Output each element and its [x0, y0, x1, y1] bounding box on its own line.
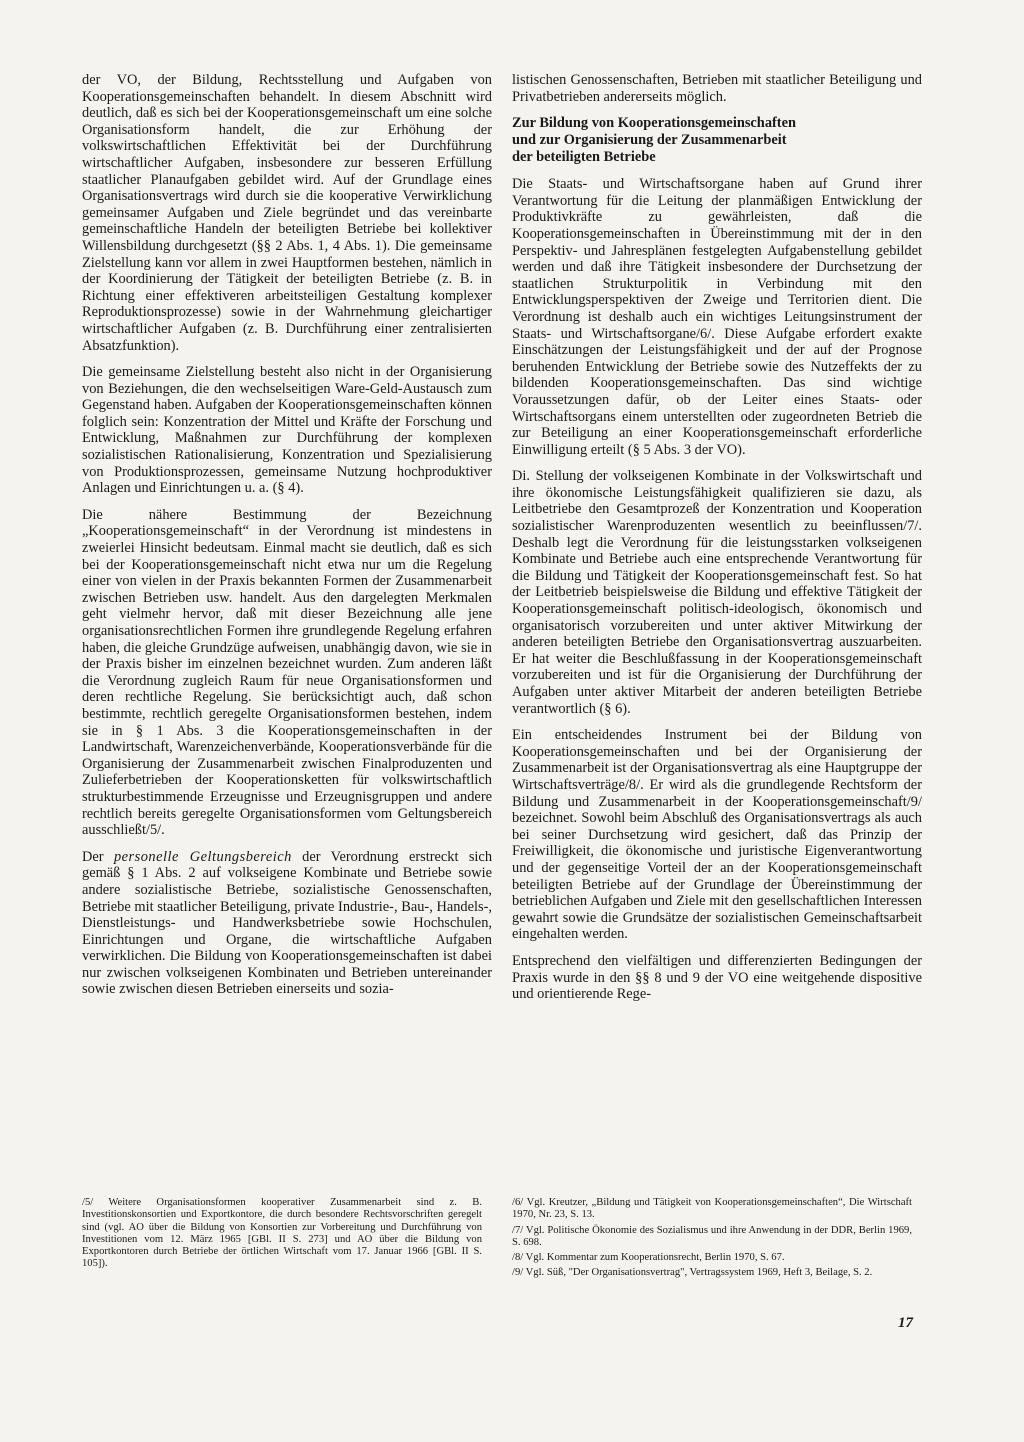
footnote: /8/ Vgl. Kommentar zum Kooperationsrecht, Berlin 1970, S. 67.: [512, 1252, 785, 1264]
body-paragraph: Die gemeinsame Zielstellung besteht also nicht in der Organisierung von Beziehungen, die den wechselseitigen Ware-Geld-Austausch zum Gegenstand haben. Aufgaben der Kooperationsgemeinschaften können folglich sein: Konzentration der Mittel und Kräfte der Forschung und Entwicklung, Maßnahmen zur Durchführung der komplexen sozialistischen Rationalisierung, Konzentration und Spezialisierung von Produktionsprozessen, gemeinsame Nutzung hochproduktiver Anlagen und Einrichtungen u. a. (§ 4).: [82, 364, 492, 497]
footnotes-right: [512, 1197, 912, 1283]
continuation-paragraph: listischen Genossenschaften, Betrieben mit staatlicher Beteiligung und Privatbetrieben andererseits möglich.: [512, 72, 922, 105]
section-heading: [512, 115, 922, 166]
body-paragraph: Entsprechend den vielfältigen und differenzierten Bedingungen der Praxis wurde in den §§ 8 und 9 der VO eine weitgehende dispositive und orientierende Rege-: [512, 952, 922, 1003]
body-paragraph: Ein entscheidendes Instrument bei der Bildung von Kooperationsgemeinschaften und bei der Organisierung der Zusammenarbeit ist der Organisationsvertrag als eine Hauptgruppe der Wirtschaftsverträge/8/. Er wird als die grundlegende Rechtsform der Bildung und Zusammenarbeit in der Kooperationsgemeinschaft/9/ bezeichnet. Sowohl beim Abschluß des Organisationsvertrags als auch bei seiner Durchsetzung wird gesichert, daß das Prinzip der Freiwilligkeit, die ökonomische und juristische Eigenverantwortung und der gegenseitige Vorteil der an der Kooperationsgemeinschaft beteiligten Betriebe auf der Grundlage der Übereinstimmung der betrieblichen Aufgaben und Ziele mit den gesellschaftlichen Interessen gewahrt sowie die Grundsätze der sozialistischen Gemeinschaftsarbeit eingehalten werden.: [512, 727, 922, 943]
body-paragraph: Di. Stellung der volkseigenen Kombinate in der Volkswirtschaft und ihre ökonomische Leistungsfähigkeit qualifizieren sie dazu, als Leitbetriebe den Gesamtprozeß der Konzentration und Kooperation sozialistischer Warenproduzenten wesentlich zu beeinflussen/7/. Deshalb legt die Verordnung für die leistungsstarken volkseigenen Kombinate und Betriebe auch eine entsprechende Verantwortung für die Bildung und Tätigkeit der Kooperationsgemeinschaft fest. So hat der Leitbetrieb beispielsweise die Bildung und effektive Tätigkeit der Kooperationsgemeinschaft politisch-ideologisch, ökonomisch und organisatorisch vorzubereiten und unter aktiver Mitwirkung der anderen beteiligten Betriebe den Organisationsvertrag auszuarbeiten. Er hat weiter die Beschlußfassung in der Kooperationsgemeinschaft vorzubereiten und ist für die Organisierung der Durchführung der Aufgaben unter aktiver Mitarbeit der anderen beteiligten Betriebe verantwortlich (§ 6).: [512, 468, 922, 717]
heading-line: der beteiligten Betriebe: [512, 149, 656, 166]
body-paragraph: Die Staats- und Wirtschaftsorgane haben auf Grund ihrer Verantwortung für die Leitung der planmäßigen Entwicklung der Produktivkräfte zu gewährleisten, daß die Kooperationsgemeinschaften in Übereinstimmung mit der in den Perspektiv- und Jahresplänen festgelegten Aufgabenstellung gebildet werden und daß ihre Tätigkeit insbesondere der Durchsetzung der staatlichen Strukturpolitik in Verbindung mit den Entwicklungsperspektiven der Zweige und Territorien dient. Die Verordnung ist deshalb auch ein wichtiges Leitungsinstrument der Staats- und Wirtschaftsorgane/6/. Diese Aufgabe erfordert exakte Einschätzungen der Leistungsfähigkeit und der auf der Prognose beruhenden Entwicklung der Betriebe sowie des Nutzeffekts der zu bildenden Kooperationsgemeinschaften. Das sind wichtige Voraussetzungen dafür, ob der Leiter eines Staats- oder Wirtschaftsorgans einem unterstellten oder zugeordneten Betrieb die zur Beteiligung an einer Kooperationsgemeinschaft erforderliche Einwilligung erteilt (§ 5 Abs. 3 der VO).: [512, 176, 922, 458]
footnote: /7/ Vgl. Politische Ökonomie des Sozialismus und ihre Anwendung in der DDR, Berlin 1969, S. 698.: [512, 1224, 912, 1248]
body-paragraph: Die nähere Bestimmung der Bezeichnung „Kooperationsgemeinschaft“ in der Verordnung ist mindestens in zweierlei Hinsicht bedeutsam. Einmal macht sie deutlich, daß es sich bei der Kooperationsgemeinschaft nicht etwa nur um die Regelung einer von vielen in der Praxis bekannten Formen der Zusammenarbeit zwischen Betrieben usw. handelt. Aus den dargelegten Merkmalen geht vielmehr hervor, daß mit dieser Bezeichnung alle jene organisationsrechtlichen Formen ihre grundlegende Regelung erfahren haben, die gleiche Grundzüge aufweisen, unabhängig davon, wie sie in der Praxis bisher im einzelnen bezeichnet wurden. Zum anderen läßt die Verordnung zugleich Raum für neue Organisationsformen und deren rechtliche Regelung. Sie berücksichtigt auch, daß schon bestimmte, rechtlich geregelte Organisationsformen bestehen, indem sie in § 1 Abs. 3 die Kooperationsgemeinschaften in der Landwirtschaft, Warenzeichenverbände, Kooperationsverbände für die Organisierung der Zusammenarbeit zwischen Finalproduzenten und Zulieferbetrieben der Kooperationsketten für volkswirtschaftlich strukturbestimmende Erzeugnisse und Erzeugnisgruppen und andere rechtlich bereits geregelte Organisationsformen vom Geltungsbereich ausschließt/5/.: [82, 506, 492, 839]
paragraph-rest: der Verordnung erstreckt sich gemäß § 1 Abs. 2 auf volkseigene Kombinate und Betriebe sowie andere sozialistische Betriebe, sozialistische Genossenschaften, Betriebe mit staatlicher Beteiligung, private Industrie-, Bau-, Handels-, Dienstleistungs- und Handwerksbetriebe sowie Hochschulen, Einrichtungen und Organe, die wirtschaftliche Aufgaben verwirklichen. Die Bildung von Kooperationsgemeinschaften ist dabei nur zwischen volkseigenen Kombinaten und Betrieben untereinander sowie zwischen diesen Betrieben einerseits und sozia-: [82, 848, 493, 998]
footnote: /5/ Weitere Organisationsformen kooperativer Zusammenarbeit sind z. B. Investitionskonsortien und Exportkontore, die durch besondere Rechtsvorschriften geregelt sind (vgl. AO über die Bildung von Konsortien zur Vorbereitung und Durchführung von Investitionen vom 12. März 1965 [GBl. II S. 273] und AO über die Bildung von Exportkontoren durch Betriebe der örtlichen Wirtschaft vom 17. Januar 1966 [GBl. II S. 105]).: [82, 1197, 482, 1270]
body-paragraph: [82, 849, 492, 998]
emphasized-term: personelle Geltungsbereich: [113, 848, 292, 865]
heading-line: Zur Bildung von Kooperationsgemeinschaften: [512, 115, 796, 132]
footnote: /6/ Vgl. Kreutzer, „Bildung und Tätigkeit von Kooperationsgemeinschaften“, Die Wirtschaft 1970, Nr. 23, S. 13.: [512, 1197, 912, 1221]
page-number: 17: [898, 1315, 913, 1331]
footnote: /9/ Vgl. Süß, "Der Organisationsvertrag", Vertragssystem 1969, Heft 3, Beilage, S. 2.: [512, 1267, 873, 1279]
left-column: [82, 72, 492, 1008]
right-column: [512, 72, 922, 1013]
footnotes-left: [82, 1197, 482, 1274]
body-paragraph: der VO, der Bildung, Rechtsstellung und Aufgaben von Kooperationsgemeinschaften behandelt. In diesem Abschnitt wird deutlich, daß es sich bei der Kooperationsgemeinschaft um eine solche Organisationsform handelt, die zur Erhöhung der volkswirtschaftlichen Effektivität bei der Durchführung wirtschaftlicher Aufgaben, insbesondere zur besseren Erfüllung staatlicher Planaufgaben gebildet wird. Auf der Grundlage eines Organisationsvertrags wird durch sie die kooperative Verwirklichung gemeinsamer Aufgaben und Ziele begründet und das vereinbarte gemeinschaftliche Handeln der beteiligten Betriebe bei kollektiver Willensbildung durchgesetzt (§§ 2 Abs. 1, 4 Abs. 1). Die gemeinsame Zielstellung kann vor allem in zwei Hauptformen bestehen, nämlich in der Koordinierung der Tätigkeit der beteiligten Betriebe (z. B. in Richtung einer effektiveren arbeitsteiligen Gestaltung komplexer Reproduktionsprozesse) sowie in der Wahrnehmung gleichartiger wirtschaftlicher Aufgaben (z. B. Durchführung einer zentralisierten Absatzfunktion).: [82, 72, 492, 354]
paragraph-prefix: Der: [82, 848, 114, 865]
heading-line: und zur Organisierung der Zusammenarbeit: [512, 132, 787, 149]
